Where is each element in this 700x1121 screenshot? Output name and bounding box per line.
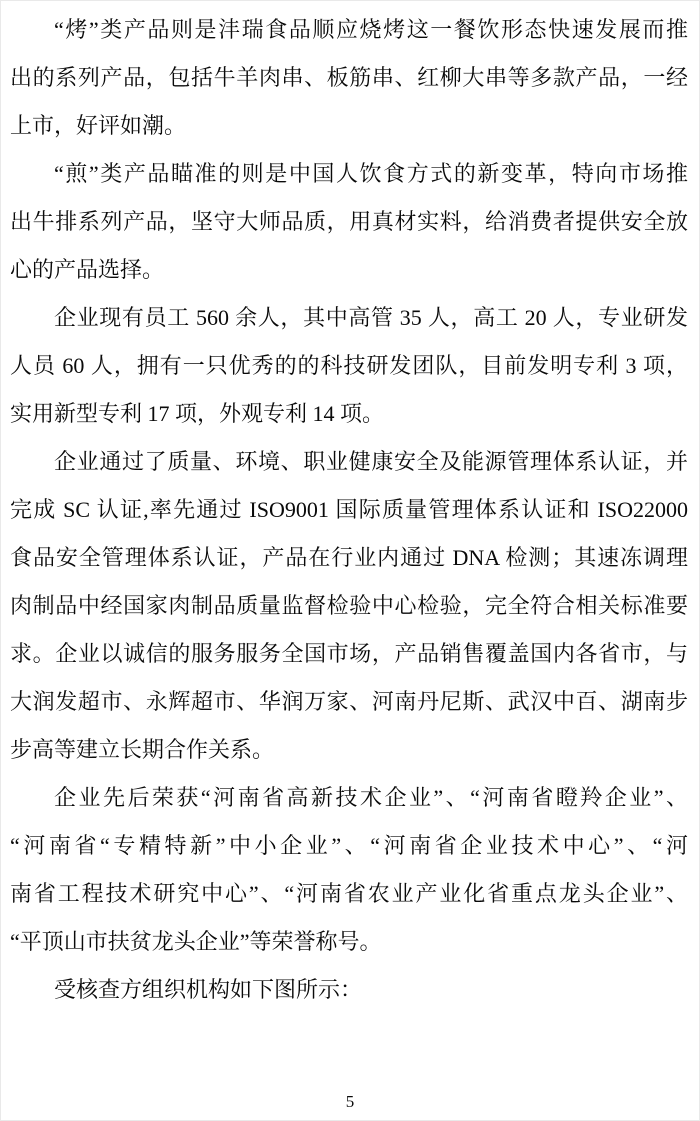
text-line: 南省工程技术研究中心”、“河南省农业产业化省重点龙头企业”、 (10, 881, 688, 906)
text-line: “烤”类产品则是沣瑞食品顺应烧烤这一餐饮形态快速发展而推 (54, 17, 688, 42)
text-line: 心的产品选择。 (10, 257, 165, 282)
text-line: 企业现有员工 560 余人，其中高管 35 人，高工 20 人，专业研发 (54, 305, 688, 330)
paragraph (10, 966, 688, 1014)
text-line: “河南省“专精特新”中小企业”、“河南省企业技术中心”、“河 (10, 833, 688, 858)
document-body (10, 6, 688, 1014)
text-line: 上市，好评如潮。 (10, 113, 187, 138)
text-line: 出的系列产品，包括牛羊肉串、板筋串、红柳大串等多款产品，一经 (10, 65, 688, 90)
text-line: 企业通过了质量、环境、职业健康安全及能源管理体系认证，并 (54, 449, 688, 474)
text-line: 求。企业以诚信的服务服务全国市场，产品销售覆盖国内各省市，与 (10, 641, 688, 666)
text-line: 完成 SC 认证,率先通过 ISO9001 国际质量管理体系认证和 ISO22000 (10, 497, 688, 522)
paragraph (10, 6, 688, 150)
text-line: “平顶山市扶贫龙头企业”等荣誉称号。 (10, 929, 382, 954)
text-line: 大润发超市、永辉超市、华润万家、河南丹尼斯、武汉中百、湖南步 (10, 689, 688, 714)
text-line: 出牛排系列产品，坚守大师品质，用真材实料，给消费者提供安全放 (10, 209, 688, 234)
paragraph (10, 294, 688, 438)
text-line: 受核查方组织机构如下图所示： (54, 977, 363, 1002)
text-line: 实用新型专利 17 项，外观专利 14 项。 (10, 401, 385, 426)
paragraph (10, 438, 688, 774)
page-footer (1, 1092, 699, 1112)
paragraph (10, 774, 688, 966)
text-line: 企业先后荣获“河南省高新技术企业”、“河南省瞪羚企业”、 (54, 785, 688, 810)
page-number: 5 (345, 1092, 355, 1111)
text-line: 食品安全管理体系认证，产品在行业内通过 DNA 检测；其速冻调理 (10, 545, 688, 570)
paragraph (10, 150, 688, 294)
text-line: “煎”类产品瞄准的则是中国人饮食方式的新变革，特向市场推 (54, 161, 688, 186)
text-line: 人员 60 人，拥有一只优秀的的科技研发团队，目前发明专利 3 项， (10, 353, 688, 378)
text-line: 肉制品中经国家肉制品质量监督检验中心检验，完全符合相关标准要 (10, 593, 688, 618)
text-line: 步高等建立长期合作关系。 (10, 737, 275, 762)
